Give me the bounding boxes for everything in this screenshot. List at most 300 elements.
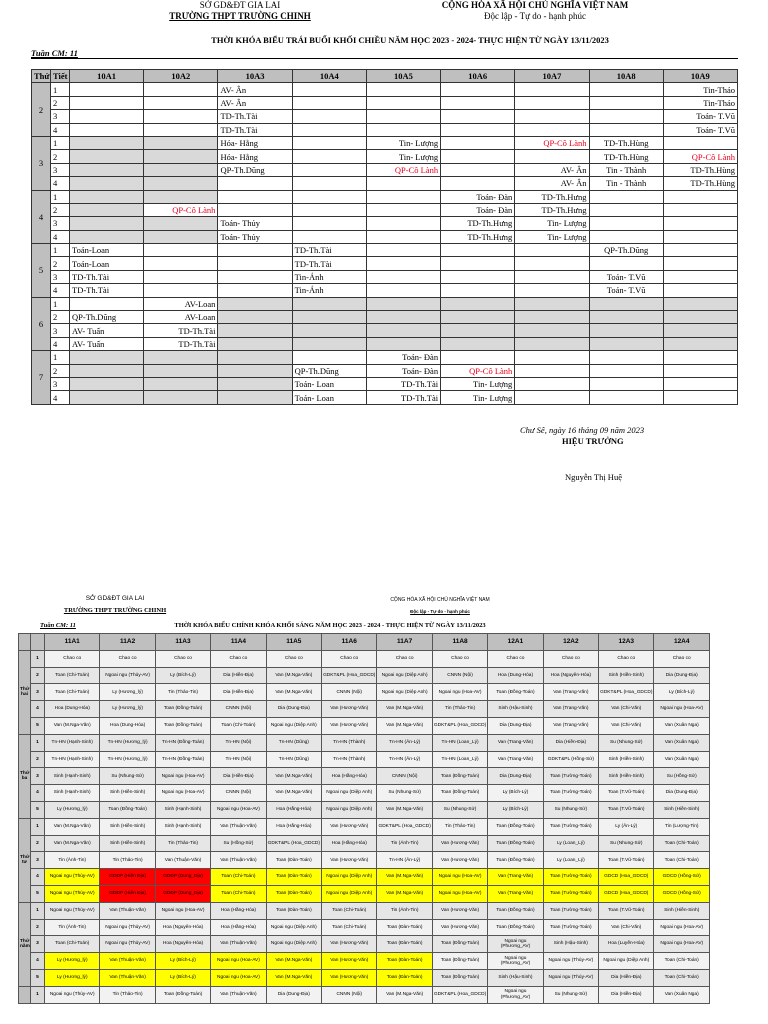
morning-timetable (18, 633, 710, 1004)
lesson-cell: Sinh (Hiền-Sinh) (100, 818, 155, 835)
period-cell: 2 (51, 203, 70, 216)
lesson-cell (144, 150, 218, 163)
period-cell: 1 (51, 190, 70, 203)
table-row (32, 244, 738, 257)
period-cell: 1 (31, 650, 45, 667)
lesson-cell: Toan (Đàn-Toán) (377, 919, 432, 936)
lesson-cell (218, 391, 292, 404)
lesson-cell: Toan (Chi-Toán) (211, 717, 266, 734)
lesson-cell: GDCD (Hồng-Sử) (654, 885, 710, 902)
lesson-cell: Chao co (654, 650, 710, 667)
lesson-cell (515, 297, 589, 310)
lesson-cell: AV- Ân (515, 163, 589, 176)
lesson-cell: TD-Th.Hưng (515, 203, 589, 216)
lesson-cell: Dia (Hiền-Địa) (599, 986, 654, 1003)
lesson-cell: Van (Xuân Nga) (654, 751, 710, 768)
lesson-cell: Hóa- Hằng (218, 150, 292, 163)
lesson-cell: Tin - Thành (589, 163, 663, 176)
lesson-cell: Tn-HN (Hạnh-Sinh) (45, 734, 100, 751)
lesson-cell: Toán- Đàn (366, 351, 440, 364)
week-label: Tuần CM: 11 (31, 48, 78, 58)
period-cell: 4 (31, 785, 45, 802)
lesson-cell (218, 297, 292, 310)
lesson-cell (292, 311, 366, 324)
period-cell: 2 (51, 311, 70, 324)
lesson-cell: Sinh (Hạnh-Sinh) (155, 801, 210, 818)
lesson-cell (70, 190, 144, 203)
period-cell: 1 (51, 351, 70, 364)
lesson-cell: Toan (Đồng-Toán) (155, 717, 210, 734)
lesson-cell (70, 150, 144, 163)
column-header-class: 11A4 (211, 634, 266, 651)
lesson-cell: Ngoai ngu (Diệp Anh) (322, 801, 377, 818)
lesson-cell: Van (Hương-Văn) (432, 835, 487, 852)
column-header-class: 12A3 (599, 634, 654, 651)
lesson-cell: Tn-HN (Hương_lý) (100, 734, 155, 751)
lesson-cell (663, 337, 737, 350)
lesson-cell: Toan (Đồng-Toán) (100, 801, 155, 818)
day-cell: 6 (32, 297, 51, 351)
lesson-cell (366, 123, 440, 136)
lesson-cell: TD-Th.Hưng (441, 217, 515, 230)
lesson-cell: Toan (Chi-Toán) (211, 885, 266, 902)
column-header-class: 10A7 (515, 70, 589, 83)
lesson-cell: QP-Cô Lành (441, 364, 515, 377)
lesson-cell: Sinh (Hạnh-Sinh) (45, 785, 100, 802)
lesson-cell (366, 284, 440, 297)
lesson-cell: Ngoai ngu (Hoa-AV) (654, 701, 710, 718)
lesson-cell: CNNN (Nội) (432, 667, 487, 684)
table-row (19, 885, 710, 902)
lesson-cell: Van (M.Nga-Văn) (266, 684, 321, 701)
lesson-cell (70, 110, 144, 123)
table-row (32, 96, 738, 109)
column-header-class: 10A8 (589, 70, 663, 83)
period-cell: 3 (31, 852, 45, 869)
period-cell: 3 (31, 768, 45, 785)
lesson-cell: Ngoai ngu (Hoa-AV) (155, 785, 210, 802)
lesson-cell (663, 257, 737, 270)
table-row (19, 919, 710, 936)
lesson-cell: Van (Chi-Văn) (599, 919, 654, 936)
lesson-cell: Tin - Thành (589, 177, 663, 190)
lesson-cell: Dia (Hiền-Địa) (211, 768, 266, 785)
lesson-cell: Sinh (Hiền-Sinh) (100, 785, 155, 802)
lesson-cell: Su (Nhung-Sử) (599, 734, 654, 751)
lesson-cell: Hoa (Nguyên-Hóa) (543, 667, 598, 684)
lesson-cell: Toan (T.Vũ-Toán) (599, 801, 654, 818)
lesson-cell (515, 364, 589, 377)
lesson-cell: Van (Thuận-Văn) (211, 986, 266, 1003)
principal-name: Nguyễn Thị Huệ (565, 472, 622, 482)
lesson-cell (70, 297, 144, 310)
lesson-cell: Van (Thuận-Văn) (100, 953, 155, 970)
table-row (32, 136, 738, 149)
lesson-cell (144, 230, 218, 243)
lesson-cell (218, 364, 292, 377)
table-row (19, 986, 710, 1003)
lesson-cell (70, 123, 144, 136)
table-row (32, 217, 738, 230)
lesson-cell (663, 136, 737, 149)
lesson-cell (218, 177, 292, 190)
page-title: THỜI KHÓA BIỂU TRÁI BUỔI KHỐI CHIỀU NĂM HỌC 2023 - 2024- THỰC HIỆN TỪ NGÀY 13/11/2023 (211, 35, 609, 45)
lesson-cell: Tn-HN (Nội) (211, 751, 266, 768)
lesson-cell: GDCD (Hoa_GDCD) (599, 869, 654, 886)
lesson-cell: Tin- Lượng (441, 377, 515, 390)
lesson-cell (441, 123, 515, 136)
lesson-cell: Ly (Hương_lý) (100, 701, 155, 718)
lesson-cell (366, 270, 440, 283)
column-header-class: 10A4 (292, 70, 366, 83)
lesson-cell: QP-Th.Dũng (70, 311, 144, 324)
column-header-day (19, 634, 31, 651)
lesson-cell: Su (Nhung-Sử) (543, 986, 598, 1003)
period-cell: 4 (51, 337, 70, 350)
lesson-cell: Hoa (Hằng-Hóa) (266, 801, 321, 818)
lesson-cell: Ngoai ngu (Diệp Anh) (322, 785, 377, 802)
period-cell: 3 (51, 163, 70, 176)
lesson-cell: Toán- T.Vũ (663, 123, 737, 136)
lesson-cell: Toan (Đồng-Toán) (488, 902, 543, 919)
table-row (19, 734, 710, 751)
lesson-cell: Hoa (Hằng-Hóa) (211, 919, 266, 936)
day-cell: 2 (32, 83, 51, 137)
lesson-cell: Tn-HN (Dũng) (266, 751, 321, 768)
lesson-cell: Toan (Đồng-Toán) (432, 953, 487, 970)
period-cell: 4 (31, 953, 45, 970)
lesson-cell (292, 217, 366, 230)
lesson-cell (218, 244, 292, 257)
lesson-cell: Van (Xuân Nga) (654, 717, 710, 734)
lesson-cell: Sinh (Hiền-Sinh) (654, 801, 710, 818)
signing-date: Chư Sê, ngày 16 tháng 09 năm 2023 (520, 425, 645, 435)
school-name-2: TRƯỜNG THPT TRƯỜNG CHINH (63, 607, 167, 614)
lesson-cell (144, 123, 218, 136)
lesson-cell: Toán-Loan (70, 257, 144, 270)
republic-name-2: CỘNG HÒA XÃ HỘI CHỦ NGHĨA VIỆT NAM (390, 597, 490, 603)
lesson-cell: TD-Th.Hùng (589, 136, 663, 149)
lesson-cell: Chao co (488, 650, 543, 667)
table-row (19, 667, 710, 684)
lesson-cell (144, 377, 218, 390)
lesson-cell: Ngoai ngu (Thủy-AV) (45, 902, 100, 919)
lesson-cell: Ngoai ngu (Diệp Anh) (377, 684, 432, 701)
lesson-cell: Toan (Tường-Toán) (543, 919, 598, 936)
lesson-cell: Ly (Bích-Lý) (488, 785, 543, 802)
day-cell: 4 (32, 190, 51, 244)
lesson-cell: Chao co (599, 650, 654, 667)
lesson-cell: Van (M.Nga-Văn) (45, 818, 100, 835)
lesson-cell (441, 351, 515, 364)
lesson-cell: Ngoai ngu (Diệp Anh) (322, 869, 377, 886)
lesson-cell: Tn-HN (Đồng-Toán) (155, 734, 210, 751)
lesson-cell: Su (Nhung-Sử) (377, 785, 432, 802)
lesson-cell (515, 110, 589, 123)
day-cell: 7 (32, 351, 51, 405)
lesson-cell: Toan (Đàn-Toán) (266, 902, 321, 919)
lesson-cell (366, 217, 440, 230)
lesson-cell (218, 284, 292, 297)
lesson-cell: Ngoai ngu (Diệp Anh) (266, 936, 321, 953)
lesson-cell: Van (Thuận-Văn) (100, 969, 155, 986)
lesson-cell: Tin- Lượng (441, 391, 515, 404)
column-header-class: 10A6 (441, 70, 515, 83)
lesson-cell (292, 136, 366, 149)
lesson-cell (366, 297, 440, 310)
period-cell: 3 (31, 936, 45, 953)
table-row (19, 953, 710, 970)
lesson-cell: Dia (Hiền-Địa) (599, 969, 654, 986)
lesson-cell: Toán-Loan (70, 244, 144, 257)
lesson-cell: Su (Nhung-Sử) (432, 801, 487, 818)
motto-2: Độc lập - Tự do - hạnh phúc (410, 609, 470, 614)
lesson-cell (441, 270, 515, 283)
lesson-cell: Van (Hương-Văn) (322, 936, 377, 953)
lesson-cell: Ngoai ngu (Thủy-AV) (543, 969, 598, 986)
lesson-cell: Toán- T.Vũ (663, 110, 737, 123)
lesson-cell: GDKT&PL (Hồng-Sử) (543, 751, 598, 768)
table-row (32, 324, 738, 337)
lesson-cell (144, 177, 218, 190)
lesson-cell: TD-Th.Hưng (441, 230, 515, 243)
table-row (19, 869, 710, 886)
lesson-cell (589, 351, 663, 364)
column-header-class: 12A4 (654, 634, 710, 651)
lesson-cell: Toan (Chi-Toán) (654, 852, 710, 869)
lesson-cell: Toan (Đồng-Toán) (488, 818, 543, 835)
lesson-cell (366, 190, 440, 203)
column-header-class: 12A1 (488, 634, 543, 651)
period-cell: 3 (31, 684, 45, 701)
lesson-cell (366, 83, 440, 96)
lesson-cell: Ly (Bích-Lý) (155, 953, 210, 970)
table-row (19, 902, 710, 919)
lesson-cell: Toan (Chi-Toán) (654, 969, 710, 986)
lesson-cell: Tn-HN (Ân-Lý) (377, 734, 432, 751)
lesson-cell (589, 96, 663, 109)
lesson-cell: TD-Th.Tài (144, 324, 218, 337)
lesson-cell (663, 217, 737, 230)
lesson-cell: Chao co (211, 650, 266, 667)
day-cell: 3 (32, 136, 51, 190)
lesson-cell (292, 203, 366, 216)
lesson-cell: Van (Trang-Văn) (543, 701, 598, 718)
lesson-cell (144, 257, 218, 270)
lesson-cell: Van (Trang-Văn) (543, 717, 598, 734)
lesson-cell: Chao co (266, 650, 321, 667)
lesson-cell (70, 163, 144, 176)
lesson-cell (292, 190, 366, 203)
lesson-cell: Toan (Đàn-Toán) (266, 852, 321, 869)
lesson-cell (589, 230, 663, 243)
republic-name: CỘNG HÒA XÃ HỘI CHỦ NGHĨA VIỆT NAM (441, 0, 629, 10)
period-cell: 3 (51, 324, 70, 337)
lesson-cell (663, 351, 737, 364)
lesson-cell: CNNN (Nội) (322, 684, 377, 701)
lesson-cell: Toán- Thủy (218, 217, 292, 230)
lesson-cell (441, 83, 515, 96)
table-row (19, 684, 710, 701)
lesson-cell: TD-Th.Hưng (515, 190, 589, 203)
lesson-cell: Su (Nhung-Sử) (599, 835, 654, 852)
lesson-cell: Toan (Đàn-Toán) (377, 969, 432, 986)
table-row (19, 650, 710, 667)
column-header-class: 11A7 (377, 634, 432, 651)
table-row (32, 163, 738, 176)
column-header-class: 10A9 (663, 70, 737, 83)
period-cell: 1 (51, 244, 70, 257)
lesson-cell (515, 351, 589, 364)
lesson-cell: Toan (Đàn-Toán) (266, 869, 321, 886)
period-cell: 5 (31, 717, 45, 734)
lesson-cell: Ngoai ngu (Hoa-AV) (432, 684, 487, 701)
column-header-period: Tiết (51, 70, 70, 83)
lesson-cell (144, 351, 218, 364)
period-cell: 3 (51, 270, 70, 283)
lesson-cell (70, 83, 144, 96)
lesson-cell: Toan (Đồng-Toán) (432, 768, 487, 785)
lesson-cell: Toán- Đàn (366, 364, 440, 377)
lesson-cell: QP-Th.Dũng (589, 244, 663, 257)
lesson-cell (144, 391, 218, 404)
lesson-cell: Toan (Đàn-Toán) (377, 936, 432, 953)
lesson-cell (441, 257, 515, 270)
lesson-cell (70, 96, 144, 109)
lesson-cell: Chao co (45, 650, 100, 667)
lesson-cell (366, 244, 440, 257)
lesson-cell: Tn-HN (Ân-Lý) (377, 852, 432, 869)
lesson-cell: Toan (Đàn-Toán) (266, 885, 321, 902)
lesson-cell (589, 257, 663, 270)
lesson-cell: Tin- Lượng (366, 136, 440, 149)
lesson-cell: TD-Th.Tài (144, 337, 218, 350)
lesson-cell: AV- Tuấn (70, 324, 144, 337)
period-cell: 2 (31, 835, 45, 852)
lesson-cell (292, 96, 366, 109)
lesson-cell: Van (Trang-Văn) (488, 734, 543, 751)
lesson-cell (144, 190, 218, 203)
week-label-2: Tuần CM: 11 (40, 622, 76, 629)
lesson-cell: QP-Th.Dũng (292, 364, 366, 377)
lesson-cell: AV- Tuấn (70, 337, 144, 350)
lesson-cell: Van (M.Nga-Văn) (45, 835, 100, 852)
table-row (32, 377, 738, 390)
period-cell: 2 (51, 257, 70, 270)
lesson-cell (70, 391, 144, 404)
lesson-cell: Tin (Thảo-Tin) (155, 684, 210, 701)
lesson-cell: Van (M.Nga-Văn) (266, 667, 321, 684)
lesson-cell: Dia (Dung-Địa) (488, 717, 543, 734)
lesson-cell: Hoa (Nguyên-Hóa) (155, 919, 210, 936)
lesson-cell (366, 203, 440, 216)
table-row (32, 203, 738, 216)
lesson-cell (144, 284, 218, 297)
lesson-cell: Toan (Chi-Toán) (45, 667, 100, 684)
lesson-cell: AV- Ân (515, 177, 589, 190)
lesson-cell (589, 391, 663, 404)
column-header-period (31, 634, 45, 651)
lesson-cell (663, 364, 737, 377)
lesson-cell: Van (Hương-Văn) (432, 852, 487, 869)
lesson-cell (663, 297, 737, 310)
period-cell: 2 (31, 751, 45, 768)
lesson-cell: Su (Hồng-Sử) (654, 768, 710, 785)
lesson-cell: Tn-HN (Thành) (322, 734, 377, 751)
page-title-2: THỜI KHÓA BIỂU CHÍNH KHÓA KHỐI SÁNG NĂM HỌC 2023 - 2024 - THỰC HIỆN TỪ NGÀY 13/11/2023 (174, 622, 486, 629)
lesson-cell: GDKT&PL (Hoa_GDCD) (377, 818, 432, 835)
lesson-cell (70, 203, 144, 216)
table-row (32, 364, 738, 377)
day-cell: Thứ năm (19, 902, 31, 986)
lesson-cell (292, 337, 366, 350)
lesson-cell: Toan (Đồng-Toán) (432, 785, 487, 802)
lesson-cell: Toan (Tường-Toán) (543, 869, 598, 886)
lesson-cell (70, 230, 144, 243)
lesson-cell: Tn-HN (Đồng-Toán) (155, 751, 210, 768)
table-row (19, 717, 710, 734)
table-row (32, 177, 738, 190)
lesson-cell (218, 351, 292, 364)
lesson-cell: Tn-HN (Thành) (322, 751, 377, 768)
lesson-cell: Tin (Thảo-Tin) (432, 701, 487, 718)
period-cell: 2 (31, 667, 45, 684)
lesson-cell (515, 257, 589, 270)
dept-name: SỞ GD&ĐT GIA LAI (199, 0, 281, 10)
lesson-cell: Ngoai ngu (Hoa-AV) (211, 801, 266, 818)
lesson-cell: Ngoai ngu (Hoa-AV) (155, 768, 210, 785)
lesson-cell (515, 96, 589, 109)
lesson-cell: Toan (Đồng-Toán) (488, 684, 543, 701)
afternoon-timetable (31, 69, 738, 405)
lesson-cell: Toan (Đàn-Toán) (377, 953, 432, 970)
column-header-class: 10A1 (70, 70, 144, 83)
lesson-cell: Chao co (155, 650, 210, 667)
lesson-cell: Van (M.Nga-Văn) (377, 885, 432, 902)
lesson-cell: Dia (Hiền-Địa) (211, 684, 266, 701)
lesson-cell (589, 297, 663, 310)
lesson-cell (218, 257, 292, 270)
lesson-cell (366, 177, 440, 190)
lesson-cell: Van (Chi-Văn) (599, 717, 654, 734)
lesson-cell: Toan (Chi-Toán) (654, 953, 710, 970)
lesson-cell (441, 110, 515, 123)
column-header-class: 11A3 (155, 634, 210, 651)
period-cell: 4 (51, 391, 70, 404)
lesson-cell: Ngoai ngu (Phương_AV) (488, 986, 543, 1003)
table-row (19, 969, 710, 986)
lesson-cell: Toan (T.Vũ-Toán) (599, 852, 654, 869)
lesson-cell: Toán- Loan (292, 377, 366, 390)
lesson-cell: Toán- Đàn (441, 190, 515, 203)
lesson-cell: Tin-Thảo (663, 83, 737, 96)
lesson-cell: Van (M.Nga-Văn) (266, 785, 321, 802)
lesson-cell: GDĐP (Dung_Địa) (155, 869, 210, 886)
lesson-cell (144, 83, 218, 96)
motto: Độc lập - Tự do - hạnh phúc (484, 11, 586, 21)
lesson-cell (515, 324, 589, 337)
lesson-cell: Van (M.Nga-Văn) (377, 701, 432, 718)
lesson-cell: Sinh (Hiền-Sinh) (599, 751, 654, 768)
lesson-cell (663, 190, 737, 203)
period-cell: 1 (51, 83, 70, 96)
lesson-cell (144, 136, 218, 149)
lesson-cell: CNNN (Nội) (377, 768, 432, 785)
lesson-cell (515, 150, 589, 163)
lesson-cell: Van (Hương-Văn) (432, 919, 487, 936)
lesson-cell (366, 324, 440, 337)
lesson-cell (589, 110, 663, 123)
